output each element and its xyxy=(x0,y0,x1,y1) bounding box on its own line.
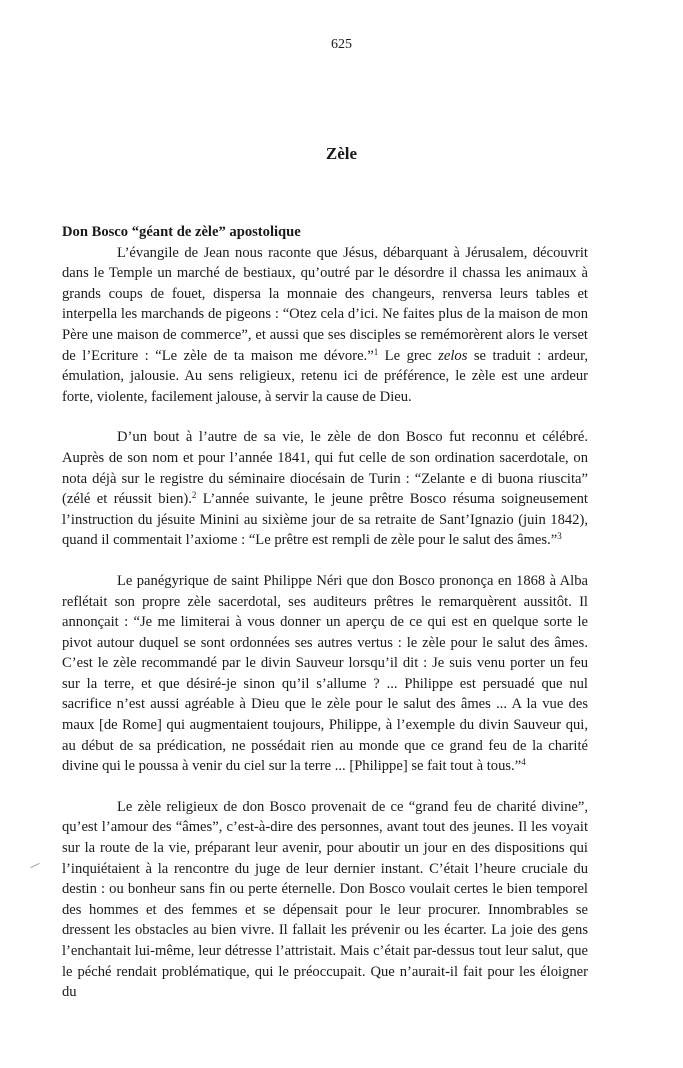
footnote-marker: 3 xyxy=(557,531,562,542)
margin-pencil-mark xyxy=(30,863,39,868)
paragraph xyxy=(62,427,588,551)
section-heading: Don Bosco “géant de zèle” apostolique xyxy=(62,224,301,240)
paragraph-text: Le zèle religieux de don Bosco provenait de ce “grand feu de charité divine”, qu’est l’amour des “âmes”, c’est-à-dire des personnes, avant tout des jeunes. Il les voyait sur la route de la vie, préparant leur avenir, pour aboutir un jour en des dispositions qui l’inquiétaient à la rencontre du juge de leur dernier instant. C’était l’heure cruciale du destin : ou bonheur sans fin ou perte éternelle. Don Bosco voulait certes le bien temporel des hommes et des femmes et se dépensait pour le leur procurer. Innombrables se dressent les obstacles au bien vivre. Il fallait les prévenir ou les écarter. La joie des gens l’enchantait lui-même, leur détresse l’attristait. Mais c’était par-dessus tout leur salut, que le péché rendait problématique, qui le préoccupait. Que n’aurait-il fait pour les éloigner du xyxy=(62,798,588,1001)
paragraph-text: D’un bout à l’autre de sa vie, le zèle de don Bosco fut reconnu et célébré. Auprès de son nom et pour l’année 1841, qui fut celle de son ordination sacerdotale, on nota déjà sur le registre du séminaire diocésain de Turin : “Zelante e di buona riuscita” (zélé et réussit bien). xyxy=(62,429,588,508)
footnote-marker: 2 xyxy=(191,490,197,501)
paragraph xyxy=(62,243,588,408)
body-text xyxy=(62,222,588,1003)
page-number: 625 xyxy=(331,37,352,52)
paragraph xyxy=(62,797,588,1003)
paragraph-text: Le panégyrique de saint Philippe Néri que don Bosco prononça en 1868 à Alba reflétait son propre zèle sacerdotal, ses auditeurs prêtres le remarquèrent aussitôt. Il annonçait : “Je me limiterai à vous donner un aperçu de ce qui est en quelque sorte le pivot autour duquel se sont ordonnées ses autres vertus : le zèle pour le salut des âmes. C’est le zèle recommandé par le divin Sauveur lorsqu’il dit : Je suis venu porter un feu sur la terre, et que désiré-je sinon qu’il s’allume ? ... Philippe est persuadé que nul sacrifice n’est aussi agréable à Dieu que le zèle pour le salut des âmes ... A la vue des maux [de Rome] qui augmentaient toujours, Philippe, à l’exemple du divin Sauveur qui, au début de sa prédication, ne possédait rien au monde que ce grand feu de la charité divine qui le poussa à venir du ciel sur la terre ... [Philippe] se fait tout à tous.” xyxy=(62,572,588,775)
chapter-title: Zèle xyxy=(325,144,358,163)
paragraph-text: L’année suivante, le jeune prêtre Bosco résuma soigneusement l’instruction du jésuite Minini au sixième jour de sa retraite de Sant’Ignazio (juin 1842), quand il commentait l’axiome : “Le prêtre est rempli de zèle pour le salut des âmes.” xyxy=(62,491,588,549)
paragraph xyxy=(62,571,588,777)
footnote-marker: 4 xyxy=(521,757,526,768)
footnote-marker: 1 xyxy=(373,346,379,357)
italic-term: zelos xyxy=(438,347,468,364)
paragraph-text: Le grec xyxy=(378,347,439,364)
paragraph-text: se traduit : ardeur, émulation, jalousie. Au sens religieux, retenu ici de préférence, le zèle est une ardeur forte, violente, facilement jalouse, à servir la cause de Dieu. xyxy=(62,347,588,405)
paragraph-text: L’évangile de Jean nous raconte que Jésus, débarquant à Jérusalem, découvrit dans le Temple un marché de bestiaux, qu’outré par le désordre il chassa les animaux à grands coups de fouet, dispersa la monnaie des changeurs, renversa leurs tables et interpella les marchands de pigeons : “Otez cela d’ici. Ne faites plus de la maison de mon Père une maison de commerce”, et aussi que ses disciples se remémorèrent alors le verset de l’Ecriture : “Le zèle de ta maison me dévore.” xyxy=(62,244,588,364)
